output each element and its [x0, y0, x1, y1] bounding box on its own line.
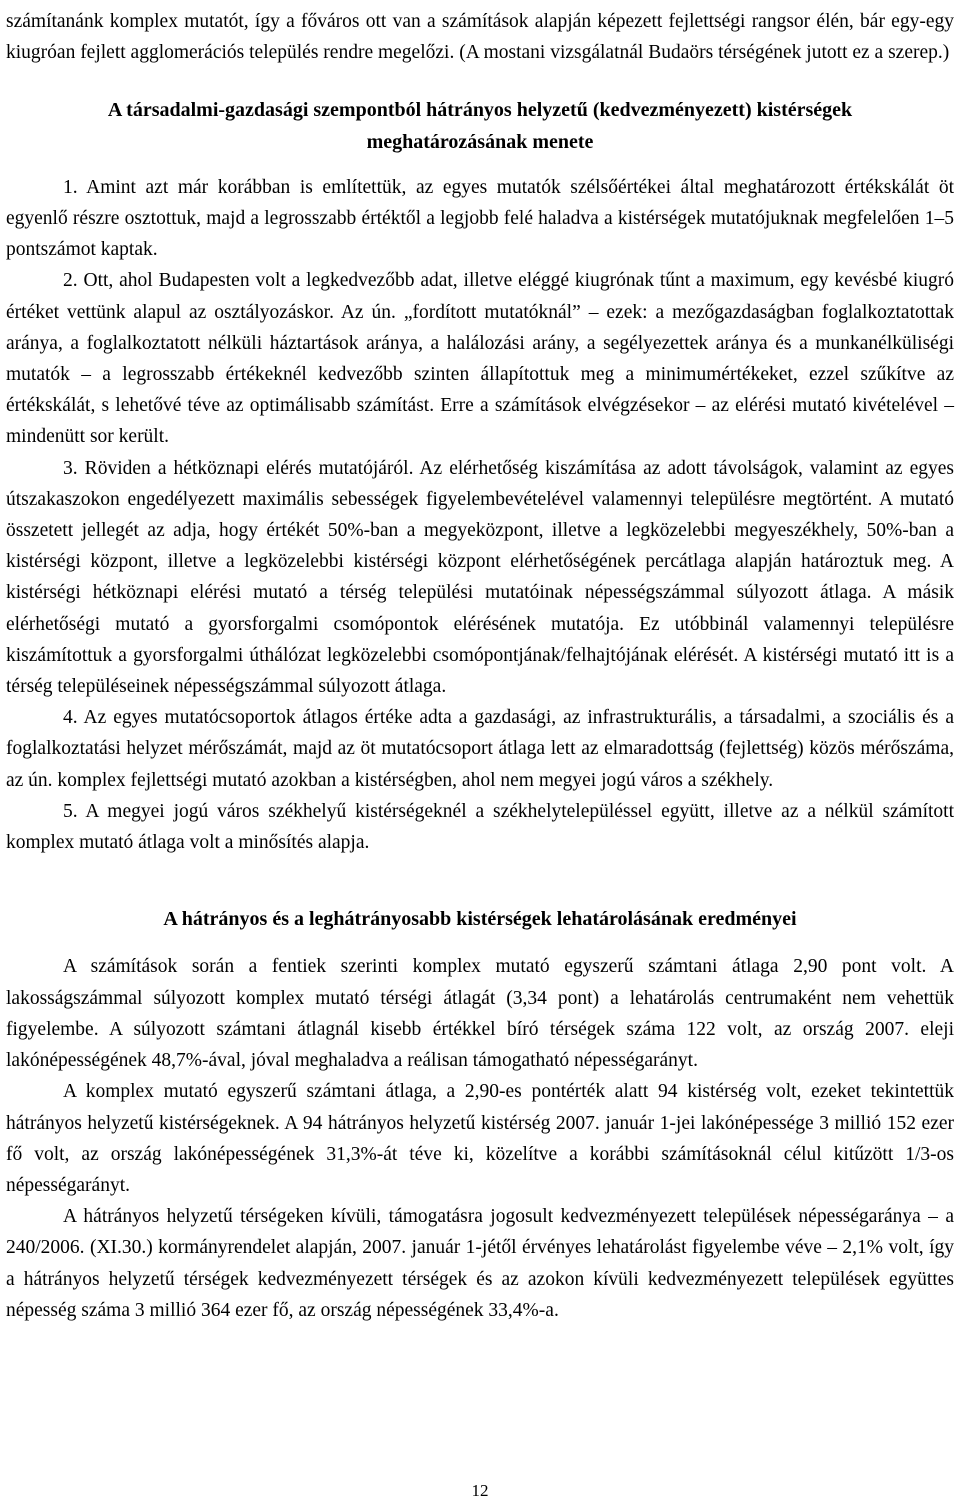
method-item-4: 4. Az egyes mutatócsoportok átlagos értéke adta a gazdasági, az infrastrukturális, a társadalmi, a szociális és a foglalkoztatási helyzet mérőszámát, majd az öt mutatócsoport átlaga lett az elmaradottság (fejlettség) közös mérőszáma, az ún. komplex fejlettségi mutató azokban a kistérségben, ahol nem megyei jogú város a székhely. [6, 707, 954, 791]
results-paragraph-3: A hátrányos helyzetű térségeken kívüli, támogatásra jogosult kedvezményezett települések népességaránya – a 240/2006. (XI.30.) kormányrendelet alapján, 2007. január 1-jétől érvényes lehatárolást figyelembe véve – 2,1% volt, így a hátrányos helyzetű térségek kedvezményezett térségek és az azokon kívüli kedvezményezett települések együttes népesség száma 3 millió 364 ezer fő, az ország népességének 33,4%-a. [6, 1206, 954, 1321]
method-item-1: 1. Amint azt már korábban is említettük, az egyes mutatók szélsőértékei által meghatározott értékskálát öt egyenlő részre osztottuk, majd a legrosszabb értéktől a legjobb felé haladva a kistérségek mutatójuknak megfelelően 1–5 pontszámot kaptak. [6, 176, 954, 261]
intro-paragraph: számítanánk komplex mutatót, így a főváros ott van a számítások alapján képezett fejlettségi rangsor élén, bár egy-egy kiugróan fejlett agglomerációs település rendre megelőzi. (A mostani vizsgálatnál Budaörs térségének jutott ez a szerep.) [6, 11, 954, 64]
method-item-2: 2. Ott, ahol Budapesten volt a legkedvezőbb adat, illetve eléggé kiugrónak tűnt a maximum, egy kevésbé kiugró értéket vettünk alapul az osztályozáskor. Az ún. „fordított mutatóknál” – ezek: a mezőgazdaságban foglalkoztatottak aránya, a foglalkoztatott nélküli háztartások aránya, a halálozási arány, a segélyezettek aránya és a munkanélküliségi mutatók – a legrosszabb értékeknél kedvezőbb szinten állapítottuk meg a minimumértékeket, ezzel szűkítve az értékskálát, s lehetővé téve az optimálisabb számítást. Erre a számítások elvégzésekor – az elérési mutató kivételével – mindenütt sor került. [6, 270, 954, 448]
page-number: 12 [471, 1481, 489, 1500]
section-heading-results: A hátrányos és a leghátrányosabb kistérségek lehatárolásának eredményei [163, 908, 797, 931]
document-page [6, 6, 954, 1326]
results-paragraph-1: A számítások során a fentiek szerinti komplex mutató egyszerű számtani átlaga 2,90 pont volt. A lakosságszámmal súlyozott komplex mutató térségi átlagát (3,34 pont) a lehatárolás centrumaként nem vehettük figyelembe. A súlyozott számtani átlagnál kisebb értékkel bíró térségek száma 122 volt, az ország 2007. eleji lakónépességének 48,7%-ával, jóval meghaladva a reálisan támogatható népességarányt. [6, 956, 954, 1072]
method-item-3: 3. Röviden a hétköznapi elérés mutatójáról. Az elérhetőség kiszámítása az adott távolságok, valamint az egyes útszakaszokon engedélyezett maximális sebességek figyelembevételével valamennyi településre megtörtént. A mutató összetett jellegét az adja, hogy értékét 50%-ban a megyeközpont, illetve a legközelebbi megyeszékhely, 50%-ban a kistérségi központ, illetve a legközelebbi kistérségi központ elérhetőségének percátlaga alapján határoztuk meg. A kistérségi hétköznapi elérési mutató a térség települési mutatóinak népességszámmal súlyozott átlaga. A másik elérhetőségi mutató a gyorsforgalmi csomópontok elérésének mutatója. Ez utóbbinál valamennyi településre kiszámítottuk a gyorsforgalmi úthálózat legközelebbi csomópontjának/felhajtójának elérését. A kistérségi mutató itt is a térség településeinek népességszámmal súlyozott átlaga. [6, 457, 954, 698]
section-heading-method: A társadalmi-gazdasági szempontból hátrányos helyzetű (kedvezményezett) kistérségek meghatározásának menete [107, 99, 853, 153]
method-item-5: 5. A megyei jogú város székhelyű kistérségeknél a székhelytelepüléssel együtt, illetve az a nélkül számított komplex mutató átlaga volt a minősítés alapja. [6, 800, 954, 854]
results-paragraph-2: A komplex mutató egyszerű számtani átlaga, a 2,90-es pontérték alatt 94 kistérség volt, ezeket tekintettük hátrányos helyzetű kistérségeknek. A 94 hátrányos helyzetű kistérség 2007. január 1-jei lakónépessége 3 millió 152 ezer fő volt, az ország lakónépességének 31,3%-át téve ki, közelítve a korábbi számításoknál célul kitűzött 1/3-os népességarányt. [6, 1081, 954, 1196]
